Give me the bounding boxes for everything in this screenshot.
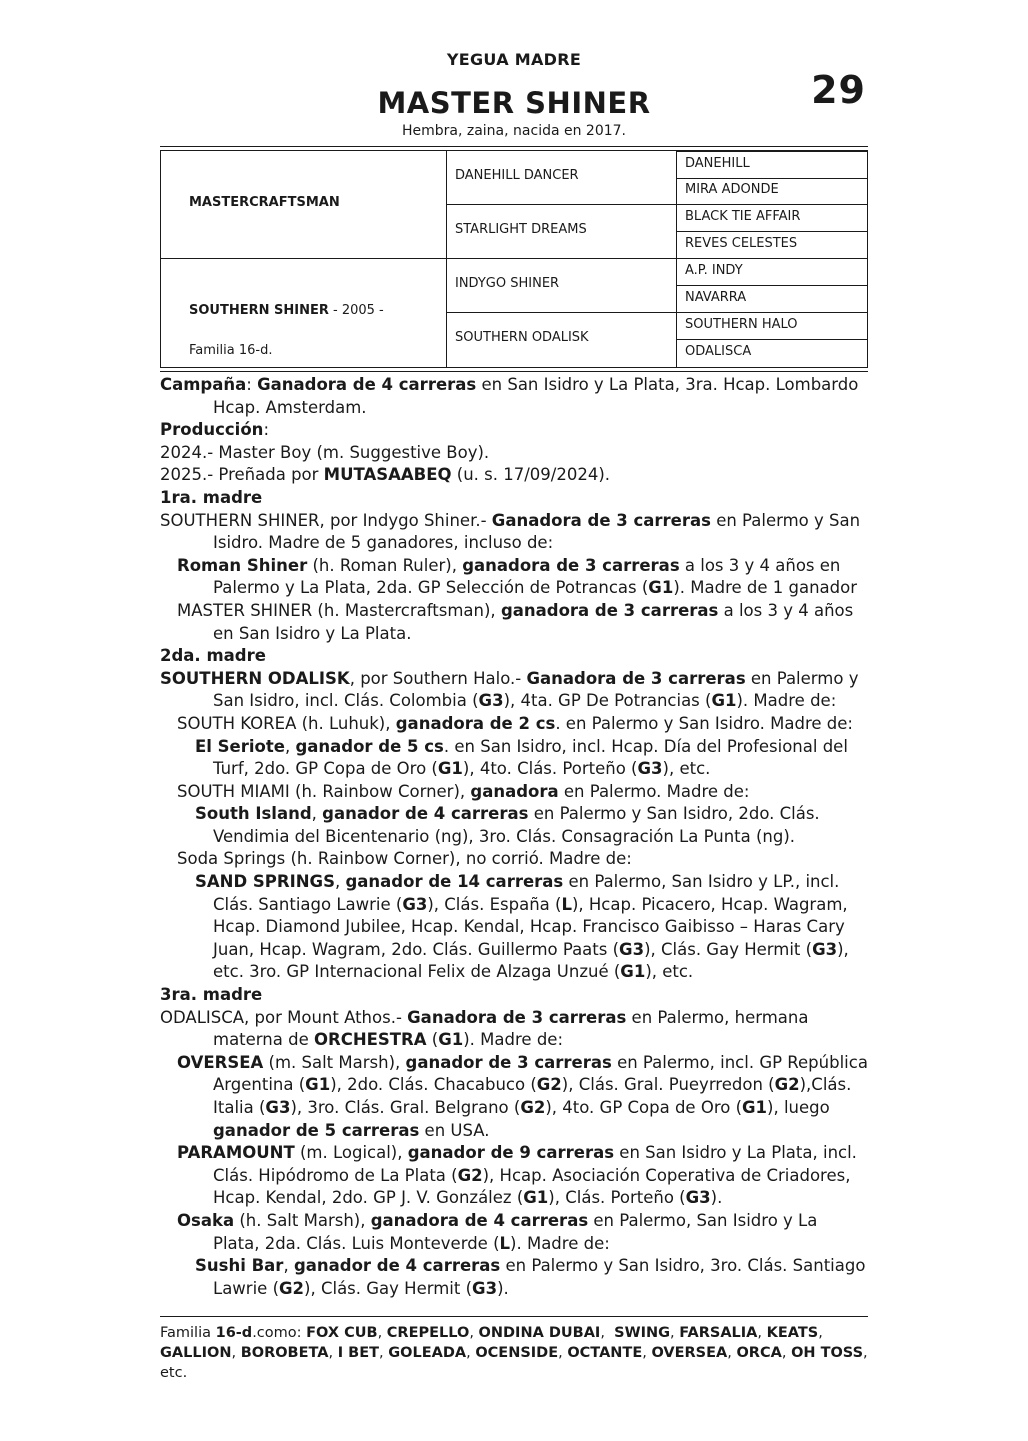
text: Producción [160,420,264,440]
text-bold: G1 [620,962,646,982]
text-bold: ganador de 4 carreras [293,1256,501,1276]
production-item [160,464,868,487]
pedigree-dam-year: - 2005 - [328,303,384,318]
family-horse: BOROBETA [240,1345,329,1362]
pedigree-dam-cell [161,258,446,366]
pedigree-g3-1: DANEHILL [685,156,750,171]
pedigree-cell [677,313,867,340]
text: ), 3ro. Clás. Gral. Belgrano ( [290,1098,521,1117]
text: en San Isidro y La Plata, incl. Clás. Hipódromo de La Plata ( [213,1143,857,1185]
family-horse: KEATS [766,1325,819,1342]
text: ODALISCA, por Mount Athos.- [160,1007,408,1027]
text: ( [426,1030,439,1050]
pedigree-g3-5: A.P. INDY [685,263,743,278]
pedigree-sire-sire: DANEHILL DANCER [455,168,579,183]
text: en Palermo, incl. GP República Argentina ( [213,1052,868,1095]
text: ), 4to. Clás. Porteño ( [462,759,638,779]
family-horse: ORCA [736,1345,782,1362]
text-bold: G3 [812,939,838,959]
text-bold: ganador de 14 carreras [345,872,564,892]
text-bold: MUTASAABEQ [323,465,452,485]
family-horse: OVERSEA [651,1345,728,1362]
text-bold: ganador de 5 cs [295,736,444,756]
text-bold: G1 [523,1188,549,1208]
text: en San Isidro y La Plata, 3ra. Hcap. Lombardo Hcap. Amsterdam. [213,375,859,417]
text-bold: SOUTHERN ODALISK [160,668,350,688]
family-horse: ONDINA DUBAI [478,1325,601,1342]
offspring-entry [160,600,868,645]
text-bold: G2 [774,1075,800,1095]
text-bold: ganador de 9 carreras [407,1143,615,1163]
text-bold: G1 [305,1075,331,1095]
catalog-body [160,374,868,1300]
first-dam-paragraph [160,510,868,555]
text: , etc. [160,1345,868,1382]
text-bold: PARAMOUNT [177,1143,295,1163]
text: 2025.- Preñada por [160,465,324,485]
family-horse: OCENSIDE [475,1345,559,1362]
text: ), etc. [662,759,711,779]
lot-number: 29 [811,68,866,112]
text: en Palermo, San Isidro y La Plata, 2da. Clás. Luis Monteverde ( [213,1210,818,1253]
text-bold: SAND SPRINGS [195,872,335,892]
text: en Palermo y San Isidro, 2do. Clás. Vendimia del Bicentenario (ng), 3ro. Clás. Consagración La Punta (ng). [213,804,820,846]
pedigree-g3-6: NAVARRA [685,290,747,305]
pedigree-g3-4: REVES CELESTES [685,236,798,251]
pedigree-g3-8: ODALISCA [685,344,752,359]
text: : [246,375,258,394]
text: Familia [160,1325,216,1342]
offspring-entry [160,713,868,736]
text-bold: G3 [637,759,663,779]
text-bold: ganadora de 4 carreras [370,1210,589,1230]
pedigree-family: Familia 16-d. [189,343,273,358]
text: , [466,1345,476,1362]
grand-offspring-entry [160,803,868,848]
offspring-entry [160,1142,868,1210]
text: , [469,1325,479,1342]
catalog-page [160,48,868,1383]
third-dam-heading: 3ra. madre [160,985,263,1005]
text: , [283,1256,294,1276]
text: (m. Logical), [294,1143,408,1163]
pedigree-dam: SOUTHERN SHINER [189,303,329,318]
text-bold: South Island [195,804,312,824]
text: ), Clás. Gay Hermit ( [304,1278,473,1298]
text: , [818,1325,823,1342]
text: , [328,1345,338,1362]
text: (h. Salt Marsh), [234,1210,371,1230]
text: ), Clás. España ( [427,894,562,914]
text-bold: G3 [619,939,645,959]
offspring-entry [160,1210,868,1255]
family-horse: FOX CUB [306,1325,378,1342]
pedigree-dam-sire: INDYGO SHINER [455,276,560,291]
text-bold: G2 [457,1165,483,1185]
text: ), Hcap. Picacero, Hcap. Wagram, Hcap. Diamond Jubilee, Hcap. Kendal, Hcap. Francisco Gaibisso – Haras Cary Juan, Hcap. Wagram, 2do. Clás. Guillermo Paats ( [213,894,848,959]
text: , [558,1345,568,1362]
text: , [379,1345,389,1362]
text: MASTER SHINER (h. Mastercraftsman), [177,600,501,620]
pedigree-g3-2: MIRA ADONDE [685,182,779,197]
pedigree-cell [677,286,867,313]
text: , [311,804,323,824]
text-bold: Sushi Bar [195,1256,284,1276]
text: en Palermo, hermana materna de [213,1007,809,1050]
text: ), 2do. Clás. Chacabuco ( [330,1075,537,1095]
family-horse: CREPELLO [386,1325,470,1342]
text: SOUTH KOREA (h. Luhuk), [177,713,396,733]
pedigree-cell [677,232,867,259]
text: en Palermo, San Isidro y LP., incl. Clás. Santiago Lawrie ( [213,872,840,914]
text-bold: Ganadora de 3 carreras [407,1007,627,1027]
family-horse: GOLEADA [388,1345,467,1362]
text: en USA. [419,1120,490,1140]
text-bold: Ganadora de 3 carreras [491,510,711,530]
text-bold: L [499,1233,511,1253]
pedigree-g3-7: SOUTHERN HALO [685,317,798,332]
text-bold: ganadora de 3 carreras [462,555,680,575]
text: en Palermo y San Isidro, 3ro. Clás. Santiago Lawrie ( [213,1256,866,1298]
family-horse: SWING [614,1325,671,1342]
pedigree-g3-3: BLACK TIE AFFAIR [685,209,801,224]
text: , [642,1345,652,1362]
text: , [781,1345,792,1362]
text-bold: 16-d [215,1325,253,1342]
first-dam-heading: 1ra. madre [160,487,263,507]
text: a los 3 y 4 años en Palermo y La Plata, 2da. GP Selección de Potrancas ( [213,555,841,598]
production-heading [160,419,868,442]
family-horse: I BET [337,1345,380,1362]
text: , [231,1345,241,1362]
text-bold: ganador de 3 carreras [405,1052,612,1072]
text: (h. Roman Ruler), [307,555,463,575]
text-bold: OVERSEA [177,1052,264,1072]
text: ), Clás. Gral. Pueyrredon ( [561,1075,775,1095]
pedigree-cell [677,151,867,179]
text: ). Madre de: [736,691,837,711]
pedigree-table [160,151,868,368]
text-bold: G1 [438,1030,464,1050]
text: ), luego [767,1098,830,1117]
pedigree-sire: MASTERCRAFTSMAN [189,195,340,210]
family-horse: GALLION [160,1345,232,1362]
horse-description: Hembra, zaina, nacida en 2017. [401,123,627,139]
text: ),Clás. Italia ( [213,1075,852,1117]
offspring-entry [160,555,868,600]
pedigree-dam-dam: SOUTHERN ODALISK [455,330,589,345]
family-horse: FARSALIA [679,1325,758,1342]
text-bold: ORCHESTRA [313,1030,427,1050]
text: ), etc. 3ro. GP Internacional Felix de Alzaga Unzué ( [213,939,849,982]
text-bold: ganadora [470,781,559,801]
campaign-paragraph [160,374,868,419]
second-dam-heading: 2da. madre [160,646,266,666]
pedigree-cell [447,204,676,258]
text: ), 4ta. GP De Potrancias ( [503,691,712,711]
text: : [263,420,269,440]
pedigree-cell [447,312,676,366]
grand-offspring-entry [160,871,868,984]
offspring-entry [160,781,868,804]
text: , [284,736,296,756]
text: SOUTH MIAMI (h. Rainbow Corner), [177,781,471,801]
text: , [757,1325,767,1342]
text-bold: G3 [472,1278,498,1298]
pedigree-cell [677,205,867,232]
text: ). Madre de: [463,1030,563,1050]
family-horse: OCTANTE [567,1345,643,1362]
text: ), etc. [645,962,694,982]
grand-offspring-entry [160,1255,868,1300]
text: , [727,1345,737,1362]
production-item: 2024.- Master Boy (m. Suggestive Boy). [160,442,490,462]
pedigree-cell [677,259,867,286]
text: , [377,1325,387,1342]
text: a los 3 y 4 años en San Isidro y La Plata. [213,600,854,643]
offspring-entry [160,1052,868,1142]
pedigree-sire-dam: STARLIGHT DREAMS [455,222,587,237]
offspring-entry: Soda Springs (h. Rainbow Corner), no corrió. Madre de: [177,849,632,869]
third-dam-paragraph [160,1007,868,1052]
text-bold: G1 [648,578,674,598]
text-bold: ganadora de 2 cs [395,713,556,733]
text: (m. Salt Marsh), [263,1052,406,1072]
text-bold: G3 [265,1098,291,1117]
text-bold: ganador de 4 carreras [322,804,529,824]
family-horse: OH TOSS [791,1345,864,1362]
text: . en San Isidro, incl. Hcap. Día del Profesional del Turf, 2do. GP Copa de Oro ( [213,736,848,779]
pedigree-bottom-rule [160,371,868,372]
text: ). Madre de: [510,1233,610,1253]
text-bold: Osaka [177,1210,235,1230]
text: , por Southern Halo.- [349,668,527,688]
section-label: YEGUA MADRE [446,50,582,69]
pedigree-grandparents [447,151,677,367]
pedigree-parents [161,151,447,367]
text-bold: G3 [402,894,428,914]
family-footer [160,1323,868,1383]
text-bold: El Seriote [195,736,285,756]
pedigree-dam-line [189,303,384,318]
pedigree-sire-cell [161,151,446,258]
text: , [334,872,346,892]
text-bold: ganadora de 3 carreras [500,600,719,620]
text-bold: G3 [685,1188,711,1208]
text: SOUTHERN SHINER, por Indygo Shiner.- [160,510,492,530]
text: en Palermo y San Isidro. Madre de 5 ganadores, incluso de: [213,510,861,553]
text: ). [710,1188,723,1208]
grand-offspring-entry [160,736,868,781]
pedigree-great-grandparents [677,151,868,367]
text: .como: [252,1325,307,1342]
text: ), Clás. Gay Hermit ( [644,939,813,959]
text-bold: G2 [536,1075,562,1095]
text: ). Madre de 1 ganador [673,578,858,598]
second-dam-paragraph [160,668,868,713]
text: ), Hcap. Asociación Coperativa de Criadores, Hcap. Kendal, 2do. GP J. V. González ( [213,1165,851,1208]
text: . en Palermo y San Isidro. Madre de: [555,713,853,733]
text: ), 4to. GP Copa de Oro ( [545,1098,743,1117]
text-bold: G2 [520,1098,546,1117]
text: (u. s. 17/09/2024). [451,465,611,485]
text: , [670,1325,680,1342]
pedigree-cell [677,340,867,366]
text-bold: G2 [279,1278,305,1298]
text-bold: Ganadora de 4 carreras [257,375,477,394]
text-bold: G3 [478,691,504,711]
text: ). [497,1278,509,1298]
text: , [600,1325,615,1342]
text-bold: G1 [437,759,463,779]
text-bold: G1 [742,1098,768,1117]
text-bold: Ganadora de 3 carreras [526,668,746,688]
text: en Palermo. Madre de: [558,781,750,801]
pedigree-cell [447,151,676,204]
text-bold: Roman Shiner [177,555,308,575]
text-bold: ganador de 5 carreras [213,1120,420,1140]
text-bold: G1 [711,691,737,711]
text: ), Clás. Porteño ( [548,1188,686,1208]
horse-name: MASTER SHINER [377,86,651,120]
text: en Palermo y San Isidro, incl. Clás. Colombia ( [213,668,859,711]
pedigree-cell [447,258,676,312]
campaign-label: Campaña [160,375,247,394]
footer-divider [160,1316,868,1317]
pedigree-cell [677,178,867,205]
text-bold: L [561,894,572,914]
